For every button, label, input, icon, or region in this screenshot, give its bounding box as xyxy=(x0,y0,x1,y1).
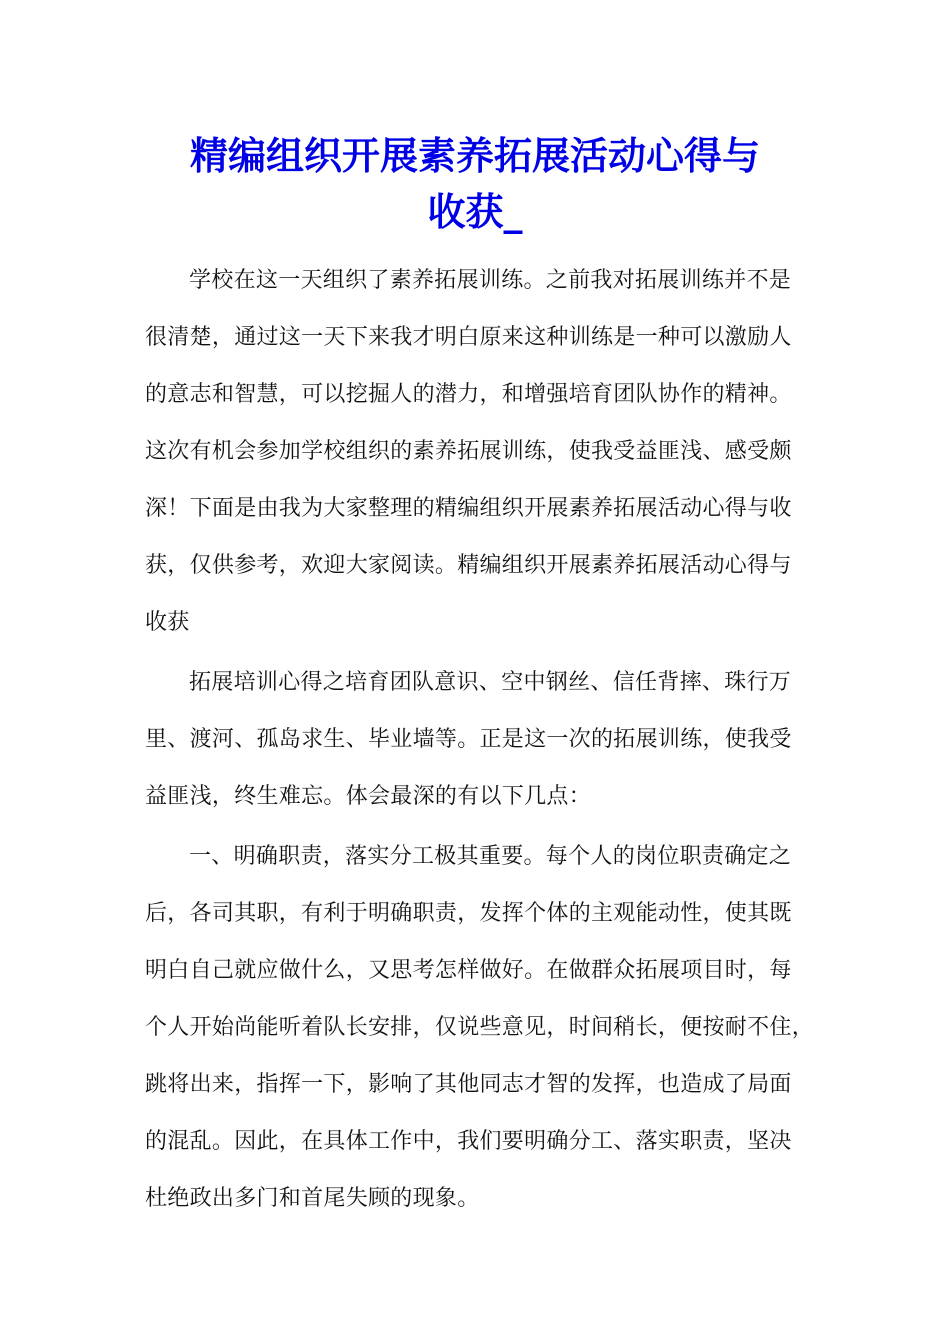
paragraph-training-items xyxy=(145,663,810,834)
text-line: 杜绝政出多门和首尾失顾的现象。 xyxy=(145,1186,480,1211)
text-line: 收获 xyxy=(145,610,190,635)
paragraph-intro xyxy=(145,261,810,660)
text-line: 的混乱。因此，在具体工作中，我们要明确分工、落实职责，坚决 xyxy=(145,1129,792,1154)
document-title xyxy=(120,128,830,240)
text-line: 深！下面是由我为大家整理的精编组织开展素养拓展活动心得与收 xyxy=(145,496,792,521)
text-line: 里、渡河、孤岛求生、毕业墙等。正是这一次的拓展训练，使我受 xyxy=(145,727,792,752)
title-line: 精编组织开展素养拓展活动心得与 xyxy=(189,133,760,178)
paragraph-point-one xyxy=(145,837,815,1236)
text-line: 后，各司其职，有利于明确职责，发挥个体的主观能动性，使其既 xyxy=(145,901,792,926)
text-line: 的意志和智慧，可以挖掘人的潜力，和增强培育团队协作的精神。 xyxy=(145,382,792,407)
text-line: 获，仅供参考，欢迎大家阅读。精编组织开展素养拓展活动心得与 xyxy=(145,553,792,578)
text-line: 这次有机会参加学校组织的素养拓展训练，使我受益匪浅、感受颇 xyxy=(145,439,792,464)
text-line: 个人开始尚能听着队长安排，仅说些意见，时间稍长，便按耐不住， xyxy=(145,1015,815,1040)
text-line: 明白自己就应做什么，又思考怎样做好。在做群众拓展项目时，每 xyxy=(145,958,792,983)
text-line: 很清楚，通过这一天下来我才明白原来这种训练是一种可以激励人 xyxy=(145,325,792,350)
document-body xyxy=(145,261,815,1239)
text-line: 一、明确职责，落实分工极其重要。每个人的岗位职责确定之 xyxy=(189,844,792,869)
text-line: 拓展培训心得之培育团队意识、空中钢丝、信任背摔、珠行万 xyxy=(189,670,792,695)
title-line: 收获_ xyxy=(427,189,523,234)
text-line: 益匪浅，终生难忘。体会最深的有以下几点： xyxy=(145,784,592,809)
text-line: 学校在这一天组织了素养拓展训练。之前我对拓展训练并不是 xyxy=(189,268,792,293)
text-line: 跳将出来，指挥一下，影响了其他同志才智的发挥，也造成了局面 xyxy=(145,1072,792,1097)
